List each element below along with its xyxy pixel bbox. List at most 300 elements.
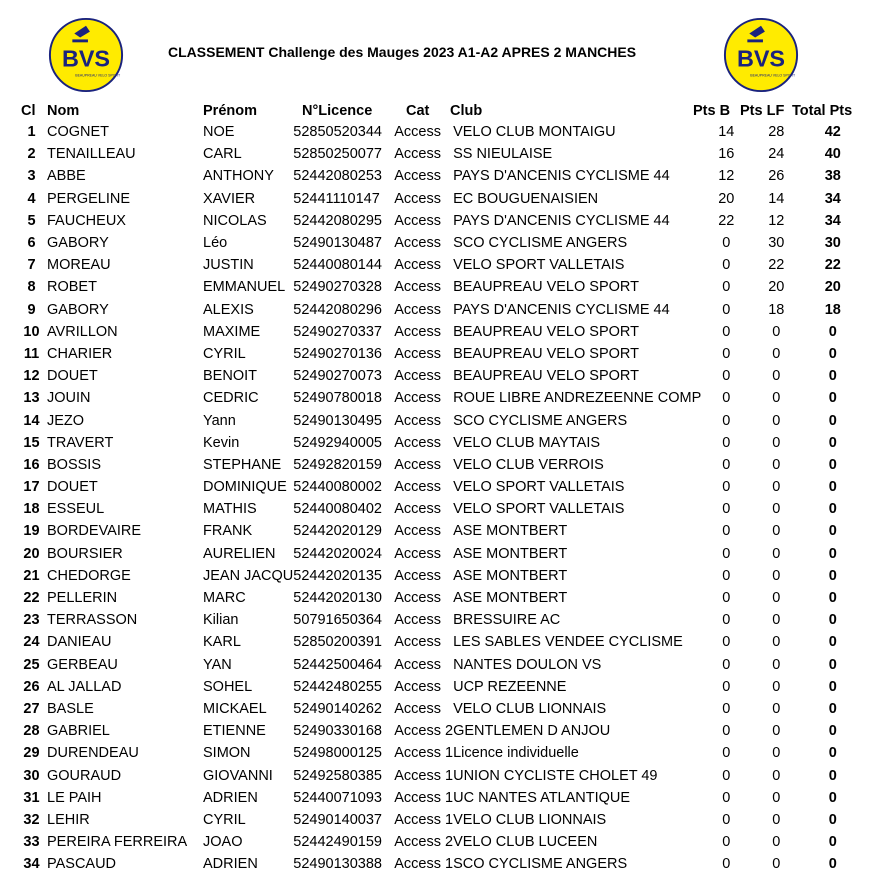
total-pts-cell: 0 (828, 612, 837, 629)
pts-b-cell: 0 (722, 590, 731, 607)
table-row (16, 698, 864, 720)
pts-lf-cell: 0 (772, 390, 781, 407)
pts-b-cell: 0 (722, 612, 731, 629)
club-cell: Licence individuelle (453, 745, 579, 762)
first-name-cell: KARL (203, 634, 241, 651)
rank-cell: 4 (27, 190, 36, 207)
licence-cell: 52490270136 (293, 345, 382, 362)
first-name-cell: DOMINIQUE (203, 479, 287, 496)
club-cell: BEAUPREAU VELO SPORT (453, 368, 639, 385)
rank-cell: 3 (27, 168, 36, 185)
total-pts-cell: 42 (824, 124, 841, 141)
pts-b-cell: 0 (722, 745, 731, 762)
category-cell: Access (394, 345, 441, 362)
header-cat: Cat (406, 103, 430, 119)
first-name-cell: JEAN JACQU (203, 567, 294, 584)
category-cell: Access (394, 124, 441, 141)
header-pts-b: Pts B (693, 103, 731, 119)
pts-b-cell: 0 (722, 235, 731, 252)
table-row (16, 631, 864, 653)
licence-cell: 52490140037 (293, 811, 382, 828)
pts-b-cell: 0 (722, 456, 731, 473)
pts-b-cell: 16 (718, 146, 735, 163)
licence-cell: 52490140262 (293, 700, 382, 717)
last-name-cell: DOUET (47, 368, 98, 385)
pts-lf-cell: 0 (772, 723, 781, 740)
header-cl: Cl (21, 103, 36, 119)
pts-b-cell: 0 (722, 434, 731, 451)
pts-b-cell: 0 (722, 656, 731, 673)
rank-cell: 17 (23, 479, 40, 496)
category-cell: Access (394, 368, 441, 385)
club-cell: BEAUPREAU VELO SPORT (453, 345, 639, 362)
club-cell: UNION CYCLISTE CHOLET 49 (453, 767, 658, 784)
club-cell: VELO SPORT VALLETAIS (453, 501, 625, 518)
last-name-cell: AVRILLON (47, 323, 118, 340)
rank-cell: 10 (23, 323, 40, 340)
rank-cell: 25 (23, 656, 40, 673)
last-name-cell: COGNET (47, 124, 110, 141)
rank-cell: 30 (23, 767, 40, 784)
pts-lf-cell: 0 (772, 523, 781, 540)
category-cell: Access 1 (394, 767, 454, 784)
licence-cell: 52442080253 (293, 168, 382, 185)
svg-text:BVS: BVS (736, 45, 786, 72)
total-pts-cell: 0 (828, 834, 837, 851)
club-cell: ROUE LIBRE ANDREZEENNE COMP (453, 390, 702, 407)
pts-b-cell: 0 (722, 634, 731, 651)
total-pts-cell: 0 (828, 678, 837, 695)
table-row (16, 787, 864, 809)
pts-lf-cell: 0 (772, 789, 781, 806)
total-pts-cell: 38 (824, 168, 841, 185)
category-cell: Access (394, 323, 441, 340)
first-name-cell: YAN (203, 656, 232, 673)
licence-cell: 52490130388 (293, 856, 382, 873)
total-pts-cell: 34 (824, 190, 841, 207)
pts-lf-cell: 0 (772, 345, 781, 362)
rank-cell: 9 (27, 301, 36, 318)
table-row (16, 764, 864, 786)
licence-cell: 52492820159 (293, 456, 382, 473)
table-row (16, 188, 864, 210)
pts-lf-cell: 28 (768, 124, 785, 141)
club-cell: BEAUPREAU VELO SPORT (453, 279, 639, 296)
first-name-cell: ANTHONY (203, 168, 274, 185)
licence-cell: 50791650364 (293, 612, 382, 629)
rank-cell: 16 (23, 456, 40, 473)
pts-b-cell: 0 (722, 834, 731, 851)
rank-cell: 13 (23, 390, 40, 407)
category-cell: Access (394, 212, 441, 229)
club-cell: SCO CYCLISME ANGERS (453, 856, 628, 873)
pts-lf-cell: 0 (772, 678, 781, 695)
licence-cell: 52442020130 (293, 590, 382, 607)
pts-b-cell: 0 (722, 412, 731, 429)
licence-cell: 52498000125 (293, 745, 382, 762)
last-name-cell: CHEDORGE (47, 567, 131, 584)
licence-cell: 52492940005 (293, 434, 382, 451)
rank-cell: 32 (23, 811, 40, 828)
club-cell: VELO CLUB LUCEEN (453, 834, 598, 851)
first-name-cell: ADRIEN (203, 789, 258, 806)
pts-b-cell: 12 (718, 168, 735, 185)
first-name-cell: Kilian (203, 612, 239, 629)
category-cell: Access (394, 700, 441, 717)
table-row (16, 165, 864, 187)
header-prenom: Prénom (203, 103, 257, 119)
pts-b-cell: 22 (718, 212, 735, 229)
rank-cell: 15 (23, 434, 40, 451)
total-pts-cell: 0 (828, 723, 837, 740)
pts-lf-cell: 24 (768, 146, 785, 163)
club-cell: PAYS D'ANCENIS CYCLISME 44 (453, 212, 670, 229)
club-cell: GENTLEMEN D ANJOU (453, 723, 611, 740)
last-name-cell: PASCAUD (47, 856, 117, 873)
licence-cell: 52442490159 (293, 834, 382, 851)
total-pts-cell: 0 (828, 434, 837, 451)
total-pts-cell: 0 (828, 811, 837, 828)
first-name-cell: SOHEL (203, 678, 253, 695)
total-pts-cell: 0 (828, 700, 837, 717)
rank-cell: 2 (27, 146, 36, 163)
rank-cell: 11 (23, 345, 40, 362)
table-row (16, 454, 864, 476)
pts-lf-cell: 0 (772, 656, 781, 673)
licence-cell: 52850200391 (293, 634, 382, 651)
total-pts-cell: 0 (828, 456, 837, 473)
pts-b-cell: 0 (722, 567, 731, 584)
rank-cell: 18 (23, 501, 40, 518)
first-name-cell: CEDRIC (203, 390, 259, 407)
club-cell: VELO CLUB LIONNAIS (453, 811, 607, 828)
club-cell: LES SABLES VENDEE CYCLISME (453, 634, 683, 651)
header-club: Club (450, 103, 483, 119)
last-name-cell: JOUIN (47, 390, 91, 407)
table-row (16, 476, 864, 498)
rank-cell: 27 (23, 700, 40, 717)
pts-lf-cell: 0 (772, 501, 781, 518)
table-row (16, 498, 864, 520)
table-row (16, 143, 864, 165)
category-cell: Access (394, 456, 441, 473)
total-pts-cell: 0 (828, 345, 837, 362)
last-name-cell: FAUCHEUX (47, 212, 126, 229)
pts-lf-cell: 0 (772, 434, 781, 451)
licence-cell: 52441110147 (293, 190, 380, 207)
header-nom: Nom (47, 103, 80, 119)
category-cell: Access (394, 434, 441, 451)
table-row (16, 853, 864, 875)
first-name-cell: ADRIEN (203, 856, 258, 873)
club-cell: BRESSUIRE AC (453, 612, 561, 629)
category-cell: Access (394, 590, 441, 607)
last-name-cell: AL JALLAD (47, 678, 122, 695)
total-pts-cell: 0 (828, 789, 837, 806)
first-name-cell: NICOLAS (203, 212, 267, 229)
licence-cell: 52442480255 (293, 678, 382, 695)
pts-lf-cell: 0 (772, 412, 781, 429)
total-pts-cell: 0 (828, 390, 837, 407)
total-pts-cell: 0 (828, 501, 837, 518)
licence-cell: 52490330168 (293, 723, 382, 740)
last-name-cell: BORDEVAIRE (47, 523, 142, 540)
last-name-cell: ABBE (47, 168, 86, 185)
table-row (16, 232, 864, 254)
total-pts-cell: 0 (828, 545, 837, 562)
first-name-cell: Léo (203, 235, 228, 252)
last-name-cell: DANIEAU (47, 634, 112, 651)
table-row (16, 831, 864, 853)
first-name-cell: Yann (203, 412, 236, 429)
category-cell: Access (394, 412, 441, 429)
category-cell: Access (394, 479, 441, 496)
category-cell: Access (394, 545, 441, 562)
table-row (16, 299, 864, 321)
first-name-cell: Kevin (203, 434, 240, 451)
category-cell: Access (394, 190, 441, 207)
pts-lf-cell: 0 (772, 545, 781, 562)
rank-cell: 31 (23, 789, 40, 806)
pts-b-cell: 20 (718, 190, 735, 207)
pts-b-cell: 0 (722, 678, 731, 695)
category-cell: Access (394, 279, 441, 296)
last-name-cell: ESSEUL (47, 501, 105, 518)
last-name-cell: TERRASSON (47, 612, 138, 629)
club-cell: ASE MONTBERT (453, 590, 568, 607)
table-row (16, 210, 864, 232)
last-name-cell: PEREIRA FERREIRA (47, 834, 188, 851)
pts-b-cell: 0 (722, 345, 731, 362)
first-name-cell: AURELIEN (203, 545, 276, 562)
category-cell: Access 2 (394, 723, 454, 740)
table-row (16, 343, 864, 365)
rank-cell: 29 (23, 745, 40, 762)
first-name-cell: MAXIME (203, 323, 261, 340)
rank-cell: 6 (27, 235, 36, 252)
rank-cell: 23 (23, 612, 40, 629)
club-cell: ASE MONTBERT (453, 567, 568, 584)
total-pts-cell: 0 (828, 323, 837, 340)
table-row (16, 365, 864, 387)
table-row (16, 387, 864, 409)
first-name-cell: MICKAEL (203, 700, 267, 717)
rank-cell: 34 (23, 856, 40, 873)
first-name-cell: CARL (203, 146, 242, 163)
total-pts-cell: 0 (828, 368, 837, 385)
last-name-cell: DOUET (47, 479, 98, 496)
pts-lf-cell: 18 (768, 301, 785, 318)
table-row (16, 254, 864, 276)
page-title: CLASSEMENT Challenge des Mauges 2023 A1-A2 APRES 2 MANCHES (168, 44, 637, 60)
table-row (16, 809, 864, 831)
pts-b-cell: 0 (722, 279, 731, 296)
pts-lf-cell: 0 (772, 811, 781, 828)
table-row (16, 742, 864, 764)
pts-lf-cell: 0 (772, 456, 781, 473)
rank-cell: 20 (23, 545, 40, 562)
total-pts-cell: 22 (824, 257, 841, 274)
total-pts-cell: 0 (828, 479, 837, 496)
header-licence: N°Licence (302, 103, 373, 119)
header-pts-lf: Pts LF (740, 103, 785, 119)
pts-b-cell: 0 (722, 789, 731, 806)
last-name-cell: MOREAU (47, 257, 111, 274)
category-cell: Access (394, 678, 441, 695)
last-name-cell: JEZO (47, 412, 85, 429)
table-row (16, 321, 864, 343)
licence-cell: 52440080144 (293, 257, 382, 274)
pts-lf-cell: 0 (772, 590, 781, 607)
last-name-cell: PELLERIN (47, 590, 118, 607)
total-pts-cell: 40 (824, 146, 841, 163)
ranking-table (16, 121, 864, 875)
rank-cell: 14 (23, 412, 40, 429)
rank-cell: 33 (23, 834, 40, 851)
pts-b-cell: 0 (722, 523, 731, 540)
table-row (16, 276, 864, 298)
pts-b-cell: 0 (722, 723, 731, 740)
table-row (16, 409, 864, 431)
last-name-cell: BOSSIS (47, 456, 101, 473)
pts-b-cell: 14 (718, 124, 735, 141)
pts-b-cell: 0 (722, 301, 731, 318)
club-cell: ASE MONTBERT (453, 523, 568, 540)
category-cell: Access (394, 168, 441, 185)
last-name-cell: PERGELINE (47, 190, 130, 207)
total-pts-cell: 0 (828, 656, 837, 673)
pts-lf-cell: 0 (772, 745, 781, 762)
pts-lf-cell: 0 (772, 856, 781, 873)
licence-cell: 52442080296 (293, 301, 382, 318)
pts-b-cell: 0 (722, 390, 731, 407)
category-cell: Access (394, 634, 441, 651)
last-name-cell: GABRIEL (47, 723, 110, 740)
club-cell: VELO SPORT VALLETAIS (453, 479, 625, 496)
rank-cell: 26 (23, 678, 40, 695)
svg-text:BEAUPREAU VELO SPORT: BEAUPREAU VELO SPORT (750, 73, 796, 78)
pts-b-cell: 0 (722, 501, 731, 518)
table-row (16, 432, 864, 454)
category-cell: Access 1 (394, 789, 454, 806)
total-pts-cell: 18 (824, 301, 841, 318)
category-cell: Access (394, 257, 441, 274)
pts-lf-cell: 30 (768, 235, 785, 252)
category-cell: Access 1 (394, 745, 454, 762)
category-cell: Access 1 (394, 811, 454, 828)
pts-lf-cell: 0 (772, 567, 781, 584)
table-row (16, 720, 864, 742)
pts-b-cell: 0 (722, 545, 731, 562)
category-cell: Access (394, 612, 441, 629)
last-name-cell: GERBEAU (47, 656, 118, 673)
rank-cell: 7 (27, 257, 36, 274)
category-cell: Access (394, 656, 441, 673)
total-pts-cell: 0 (828, 634, 837, 651)
first-name-cell: ETIENNE (203, 723, 266, 740)
first-name-cell: MATHIS (203, 501, 257, 518)
licence-cell: 52440080402 (293, 501, 382, 518)
rank-cell: 8 (27, 279, 36, 296)
total-pts-cell: 34 (824, 212, 841, 229)
first-name-cell: FRANK (203, 523, 253, 540)
licence-cell: 52442500464 (293, 656, 382, 673)
licence-cell: 52490130495 (293, 412, 382, 429)
club-cell: BEAUPREAU VELO SPORT (453, 323, 639, 340)
club-cell: PAYS D'ANCENIS CYCLISME 44 (453, 301, 670, 318)
first-name-cell: CYRIL (203, 345, 246, 362)
pts-lf-cell: 20 (768, 279, 785, 296)
club-cell: VELO SPORT VALLETAIS (453, 257, 625, 274)
licence-cell: 52850250077 (293, 146, 382, 163)
last-name-cell: DURENDEAU (47, 745, 139, 762)
last-name-cell: GABORY (47, 301, 109, 318)
category-cell: Access 2 (394, 834, 454, 851)
pts-lf-cell: 0 (772, 323, 781, 340)
category-cell: Access (394, 390, 441, 407)
first-name-cell: EMMANUEL (203, 279, 286, 296)
total-pts-cell: 0 (828, 412, 837, 429)
licence-cell: 52850520344 (293, 124, 382, 141)
club-cell: SS NIEULAISE (453, 146, 553, 163)
logo-text: BVS (61, 45, 111, 72)
last-name-cell: TRAVERT (47, 434, 114, 451)
first-name-cell: BENOIT (203, 368, 257, 385)
total-pts-cell: 0 (828, 523, 837, 540)
pts-b-cell: 0 (722, 257, 731, 274)
club-cell: SCO CYCLISME ANGERS (453, 235, 628, 252)
pts-lf-cell: 22 (768, 257, 785, 274)
rank-cell: 24 (23, 634, 40, 651)
pts-b-cell: 0 (722, 323, 731, 340)
licence-cell: 52442020135 (293, 567, 382, 584)
table-row (16, 609, 864, 631)
club-cell: SCO CYCLISME ANGERS (453, 412, 628, 429)
licence-cell: 52490780018 (293, 390, 382, 407)
rank-cell: 1 (27, 124, 36, 141)
table-row (16, 520, 864, 542)
pts-b-cell: 0 (722, 700, 731, 717)
total-pts-cell: 0 (828, 856, 837, 873)
last-name-cell: TENAILLEAU (47, 146, 136, 163)
first-name-cell: STEPHANE (203, 456, 282, 473)
pts-b-cell: 0 (722, 811, 731, 828)
pts-lf-cell: 0 (772, 479, 781, 496)
table-row (16, 654, 864, 676)
first-name-cell: GIOVANNI (203, 767, 273, 784)
last-name-cell: CHARIER (47, 345, 113, 362)
rank-cell: 19 (23, 523, 40, 540)
licence-cell: 52490270328 (293, 279, 382, 296)
licence-cell: 52442020129 (293, 523, 382, 540)
last-name-cell: BASLE (47, 700, 94, 717)
total-pts-cell: 0 (828, 590, 837, 607)
club-cell: VELO CLUB MAYTAIS (453, 434, 601, 451)
first-name-cell: CYRIL (203, 811, 246, 828)
rank-cell: 22 (23, 590, 40, 607)
pts-lf-cell: 26 (768, 168, 785, 185)
table-row (16, 587, 864, 609)
club-cell: UC NANTES ATLANTIQUE (453, 789, 631, 806)
club-cell: VELO CLUB VERROIS (453, 456, 604, 473)
club-cell: PAYS D'ANCENIS CYCLISME 44 (453, 168, 670, 185)
rank-cell: 28 (23, 723, 40, 740)
last-name-cell: GABORY (47, 235, 109, 252)
club-cell: VELO CLUB MONTAIGU (453, 124, 616, 141)
svg-text:BEAUPREAU VELO SPORT: BEAUPREAU VELO SPORT (75, 73, 121, 78)
total-pts-cell: 0 (828, 567, 837, 584)
last-name-cell: LE PAIH (47, 789, 102, 806)
